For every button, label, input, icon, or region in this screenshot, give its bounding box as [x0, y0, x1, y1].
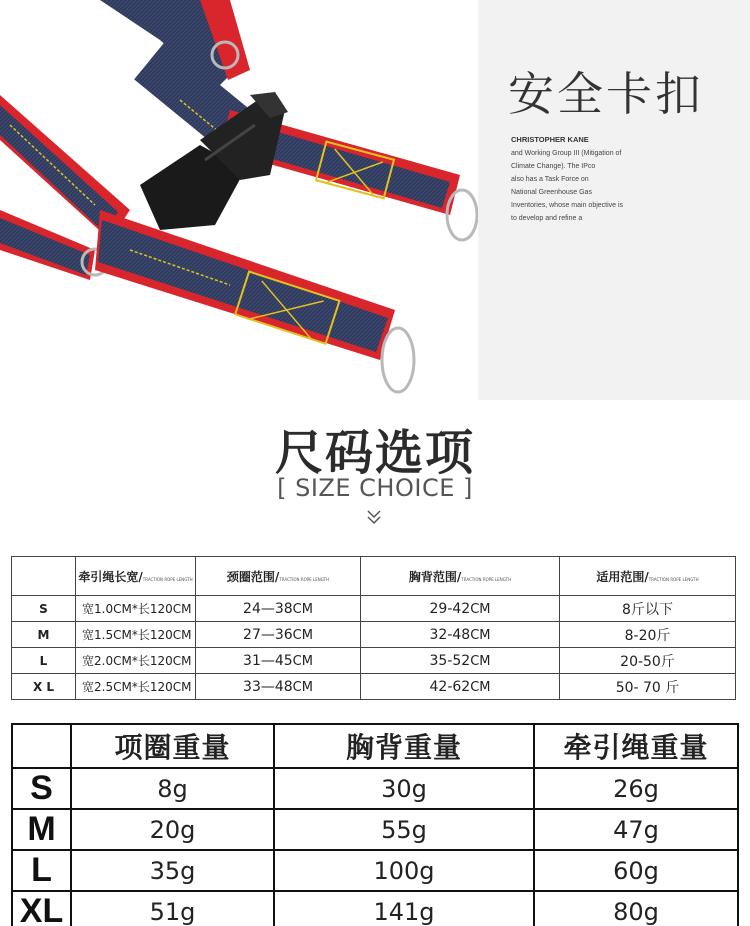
harness-buckle-photo: [0, 0, 478, 400]
chest-weight-cell: 55g: [274, 809, 534, 850]
collar-weight-cell: 20g: [71, 809, 274, 850]
size-label: S: [12, 768, 71, 809]
rope-cell: 宽2.0CM*长120CM: [76, 648, 196, 674]
header-chest-weight: 胸背重量: [274, 724, 534, 768]
header-rope-label: 牵引绳长宽/: [78, 569, 143, 584]
chest-value: 42-62: [429, 678, 471, 695]
size-label: S: [12, 596, 76, 622]
size-section-subtitle: [ SIZE CHOICE ]: [277, 474, 473, 502]
table-row: [12, 850, 738, 891]
fit-cell: 8-20斤: [560, 622, 736, 648]
table-row: [12, 891, 738, 926]
desc-line: Inventories, whose main objective is: [511, 202, 624, 209]
collar-cell: [196, 622, 361, 648]
collar-weight-cell: 8g: [71, 768, 274, 809]
rope-weight-cell: 80g: [534, 891, 738, 926]
chest-cell: [361, 596, 560, 622]
header-rope-en: TRACTION ROPE LENGTH: [142, 576, 193, 582]
chest-unit: CM: [470, 679, 491, 695]
chest-cell: [361, 648, 560, 674]
rope-weight-cell: 47g: [534, 809, 738, 850]
collar-value: 33—48: [243, 678, 293, 695]
feature-title: 安全卡扣: [508, 67, 704, 121]
collar-unit: CM: [292, 601, 313, 617]
chest-weight-cell: 100g: [274, 850, 534, 891]
size-label: X L: [12, 674, 76, 700]
table-row: [12, 648, 736, 674]
desc-line: and Working Group III (Mitigation of: [511, 150, 622, 157]
collar-weight-cell: 51g: [71, 891, 274, 926]
desc-line: National Greenhouse Gas: [511, 189, 592, 196]
brand-name: CHRISTOPHER KANE: [511, 135, 589, 144]
collar-value: 31—45: [243, 652, 293, 669]
collar-unit: CM: [292, 653, 313, 669]
rope-weight-cell: 60g: [534, 850, 738, 891]
table-row: [12, 809, 738, 850]
product-hero: [0, 0, 750, 400]
header-fit-label: 适用范围/: [596, 569, 649, 584]
rope-weight-cell: 26g: [534, 768, 738, 809]
collar-unit: CM: [292, 679, 313, 695]
collar-value: 24—38: [243, 600, 293, 617]
size-section-title: 尺码选项: [274, 425, 475, 481]
header-rope-weight: 牵引绳重量: [534, 724, 738, 768]
table-row: [12, 768, 738, 809]
rope-cell: 宽1.5CM*长120CM: [76, 622, 196, 648]
header-chest-en: TRACTION ROPE LENGTH: [461, 576, 512, 582]
header-fit-en: TRACTION ROPE LENGTH: [648, 576, 699, 582]
weight-table-header-row: [12, 724, 738, 768]
chest-unit: CM: [470, 601, 491, 617]
fit-cell: 8斤以下: [560, 596, 736, 622]
header-collar-en: TRACTION ROPE LENGTH: [279, 576, 330, 582]
fit-cell: 50- 70 斤: [560, 674, 736, 700]
size-table-header-row: [12, 557, 736, 596]
header-chest-label: 胸背范围/: [408, 569, 462, 584]
chest-unit: CM: [470, 627, 491, 643]
table-row: [12, 622, 736, 648]
collar-cell: [196, 648, 361, 674]
chest-cell: [361, 674, 560, 700]
double-chevron-down-icon: [365, 508, 383, 526]
rope-cell: 宽2.5CM*长120CM: [76, 674, 196, 700]
header-cell-fit: [560, 557, 736, 596]
collar-unit: CM: [292, 627, 313, 643]
desc-line: Climate Change). The IPco: [511, 163, 596, 170]
chest-cell: [361, 622, 560, 648]
desc-line: also has a Task Force on: [511, 176, 589, 183]
header-cell-rope: [76, 557, 196, 596]
table-row: [12, 596, 736, 622]
collar-weight-cell: 35g: [71, 850, 274, 891]
chest-value: 32-48: [429, 626, 471, 643]
chest-unit: CM: [470, 653, 491, 669]
header-cell-chest: [361, 557, 560, 596]
table-row: [12, 674, 736, 700]
feature-description: [511, 147, 651, 225]
size-label: L: [12, 648, 76, 674]
size-label: L: [12, 850, 71, 891]
collar-value: 27—36: [243, 626, 293, 643]
header-cell-collar: [196, 557, 361, 596]
chest-weight-cell: 30g: [274, 768, 534, 809]
header-cell-empty: [12, 557, 76, 596]
size-table: [11, 556, 736, 700]
strap-lower: [95, 210, 414, 392]
desc-line: to develop and refine a: [511, 215, 583, 222]
header-cell-empty: [12, 724, 71, 768]
collar-cell: [196, 674, 361, 700]
header-collar-weight: 项圈重量: [71, 724, 274, 768]
chest-value: 29-42: [429, 600, 471, 617]
fit-cell: 20-50斤: [560, 648, 736, 674]
chest-value: 35-52: [429, 652, 471, 669]
size-label: M: [12, 809, 71, 850]
collar-cell: [196, 596, 361, 622]
rope-cell: 宽1.0CM*长120CM: [76, 596, 196, 622]
size-label: XL: [12, 891, 71, 926]
chest-weight-cell: 141g: [274, 891, 534, 926]
size-label: M: [12, 622, 76, 648]
weight-table: [11, 723, 739, 926]
header-collar-label: 颈圈范围/: [226, 569, 280, 584]
